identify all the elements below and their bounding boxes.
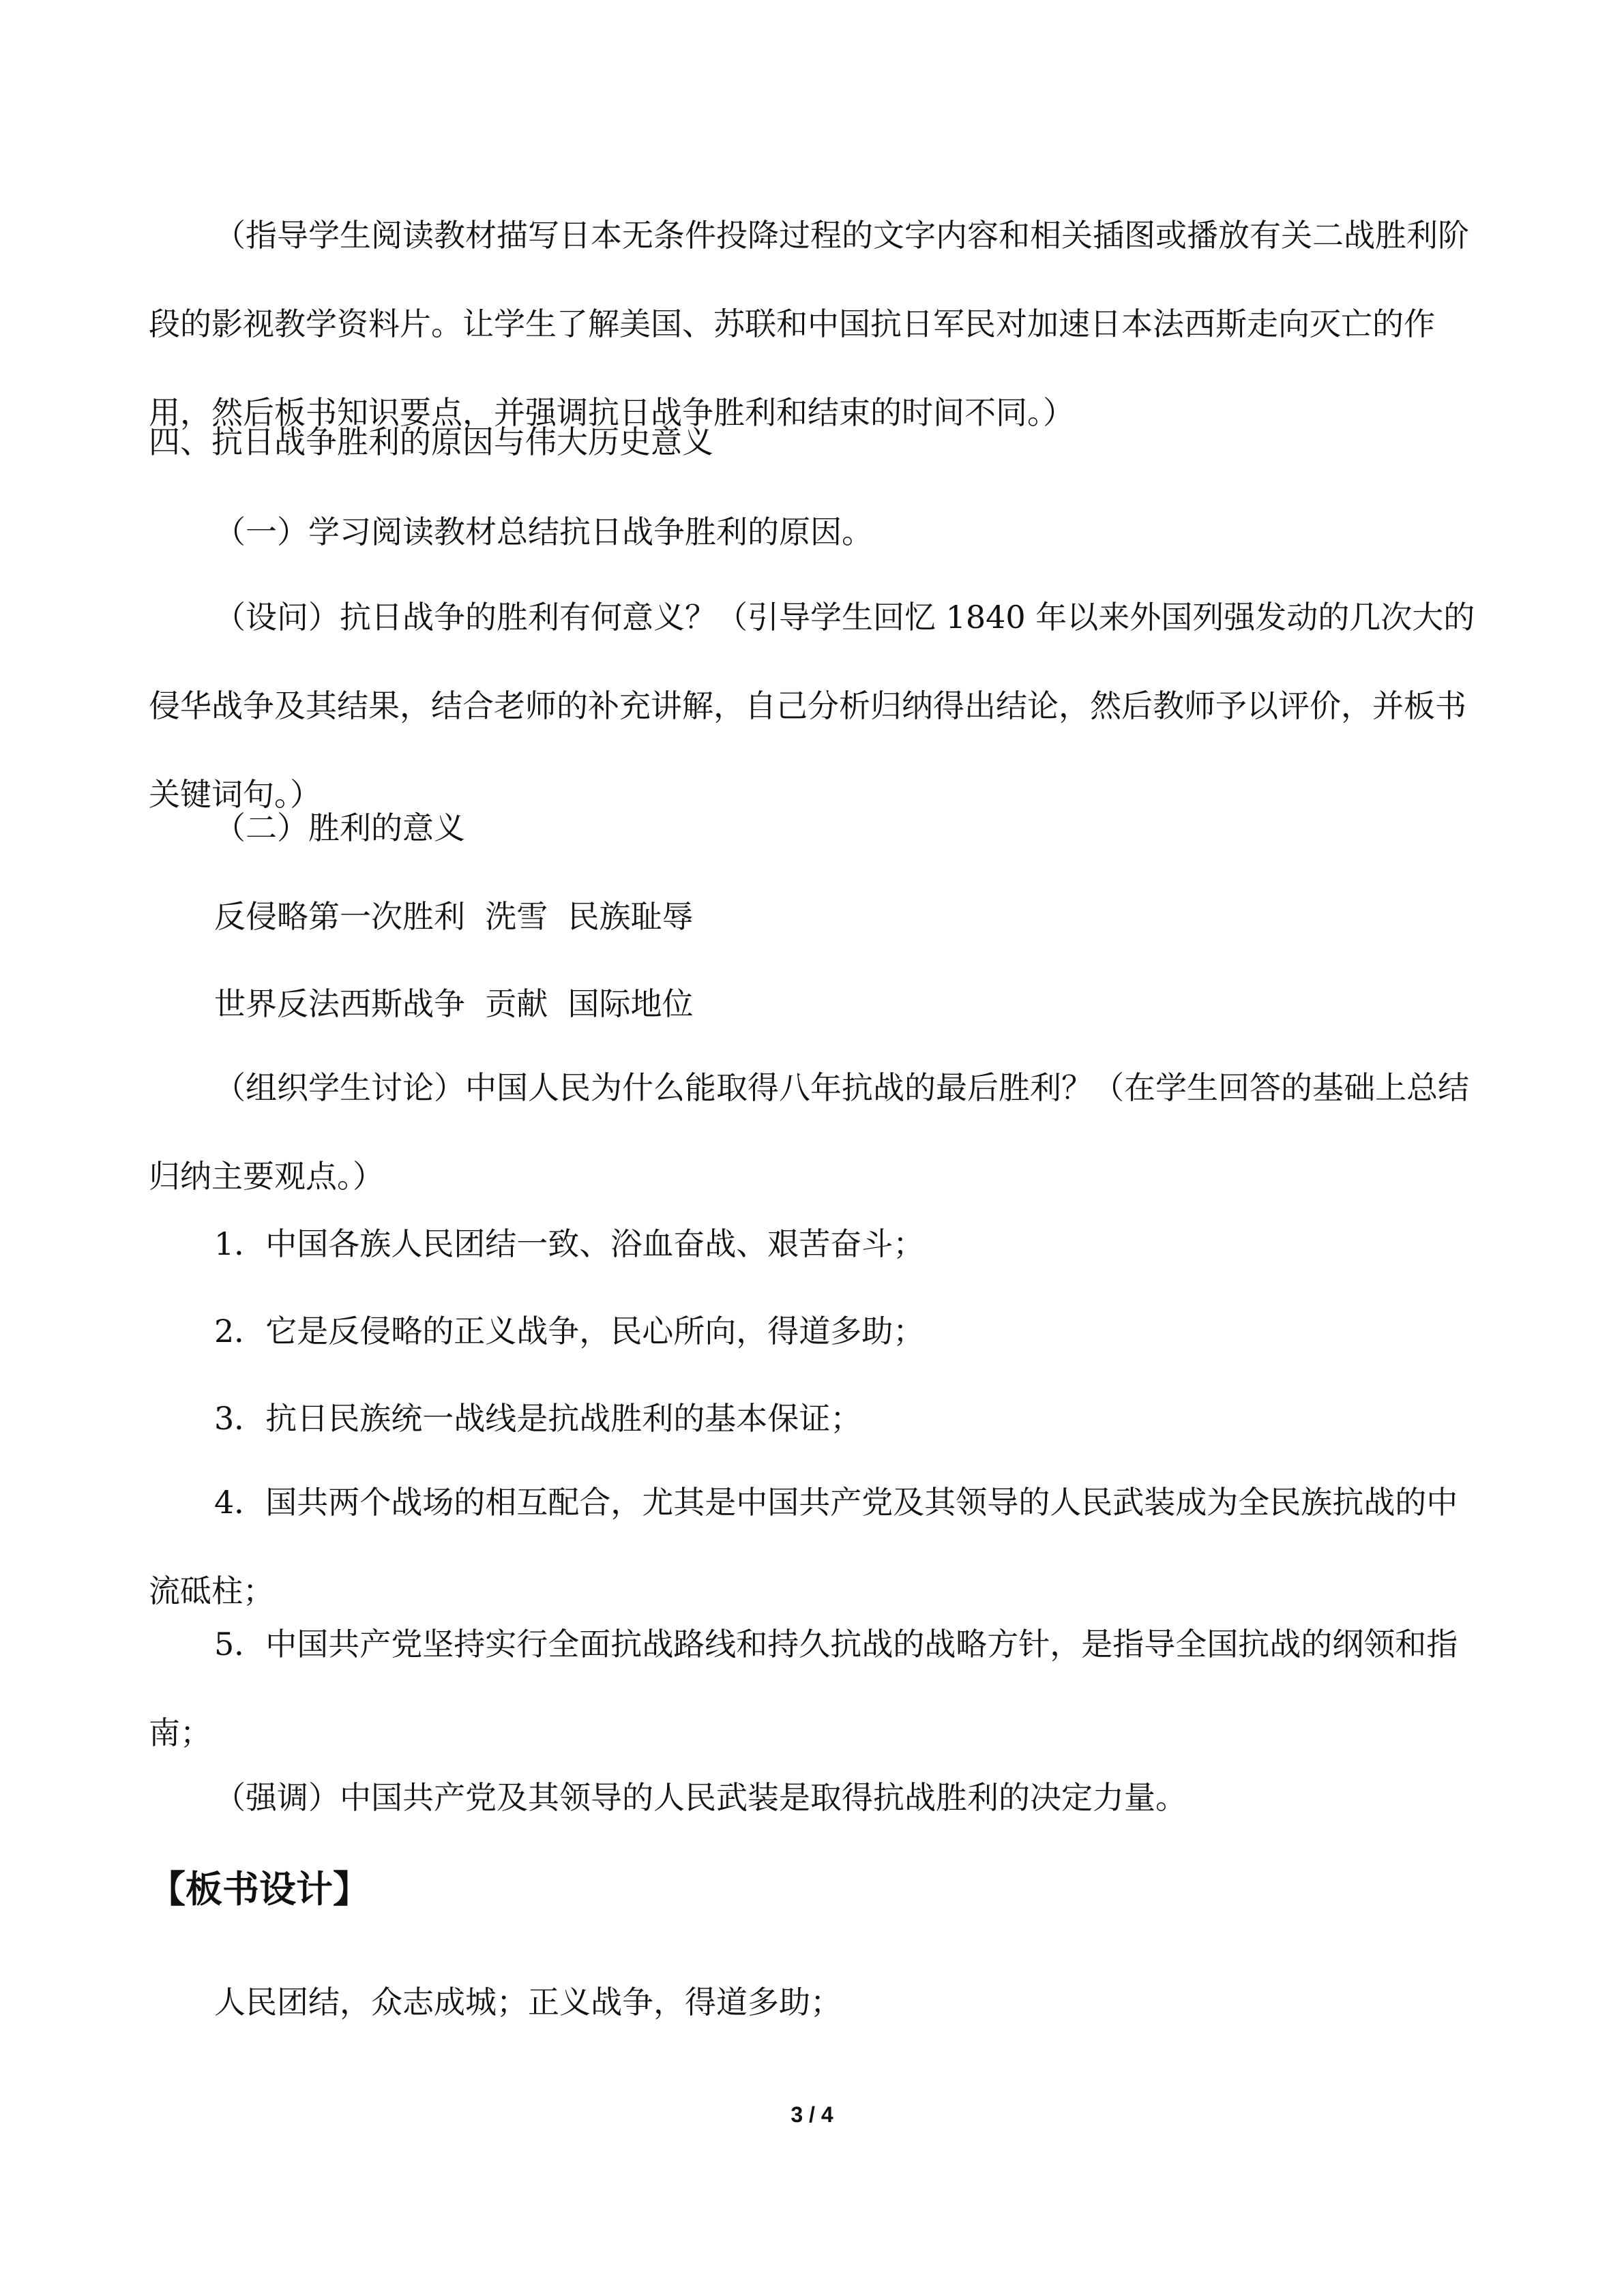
meaning-line-1: 反侵略第一次胜利 洗雪 民族耻辱 bbox=[214, 898, 694, 935]
subsection-two: （二）胜利的意义 bbox=[214, 809, 465, 846]
reason-item-1: 1．中国各族人民团结一致、浴血奋战、艰苦奋斗； bbox=[214, 1225, 925, 1262]
board-design-heading: 【板书设计】 bbox=[149, 1868, 370, 1911]
guidance-paragraph: （指导学生阅读教材描写日本无条件投降过程的文字内容和相关插图或播放有关二战胜利阶段的影视教学资料片。让学生了解美国、苏联和中国抗日军民对加速日本法西斯走向灭亡的作用，然后板书知识要点，并强调抗日战争胜利和结束的时间不同。） bbox=[149, 217, 1469, 431]
reason-item-4: 4．国共两个战场的相互配合，尤其是中国共产党及其领导的人民武装成为全民族抗战的中流砥柱； bbox=[149, 1484, 1458, 1609]
page-number: 3 / 4 bbox=[791, 2102, 833, 2127]
reason-item-3: 3．抗日民族统一战线是抗战胜利的基本保证； bbox=[214, 1400, 862, 1437]
board-design-line: 人民团结，众志成城；正义战争，得道多助； bbox=[214, 1984, 842, 2021]
meaning-line-2: 世界反法西斯战争 贡献 国际地位 bbox=[214, 985, 694, 1022]
emphasis-line: （强调）中国共产党及其领导的人民武装是取得抗战胜利的决定力量。 bbox=[214, 1779, 1187, 1816]
reason-item-5: 5．中国共产党坚持实行全面抗战路线和持久抗战的战略方针，是指导全国抗战的纲领和指南； bbox=[149, 1626, 1458, 1751]
discussion-paragraph: （组织学生讨论）中国人民为什么能取得八年抗战的最后胜利？（在学生回答的基础上总结归纳主要观点。） bbox=[149, 1069, 1469, 1195]
section-heading-four: 四、抗日战争胜利的原因与伟大历史意义 bbox=[149, 423, 713, 460]
subsection-one: （一）学习阅读教材总结抗日战争胜利的原因。 bbox=[214, 513, 873, 550]
reason-item-2: 2．它是反侵略的正义战争，民心所向，得道多助； bbox=[214, 1313, 925, 1350]
question-paragraph: （设问）抗日战争的胜利有何意义？（引导学生回忆 1840 年以来外国列强发动的几次大的侵华战争及其结果，结合老师的补充讲解，自己分析归纳得出结论，然后教师予以评价，并板书关键词句。） bbox=[149, 599, 1475, 813]
